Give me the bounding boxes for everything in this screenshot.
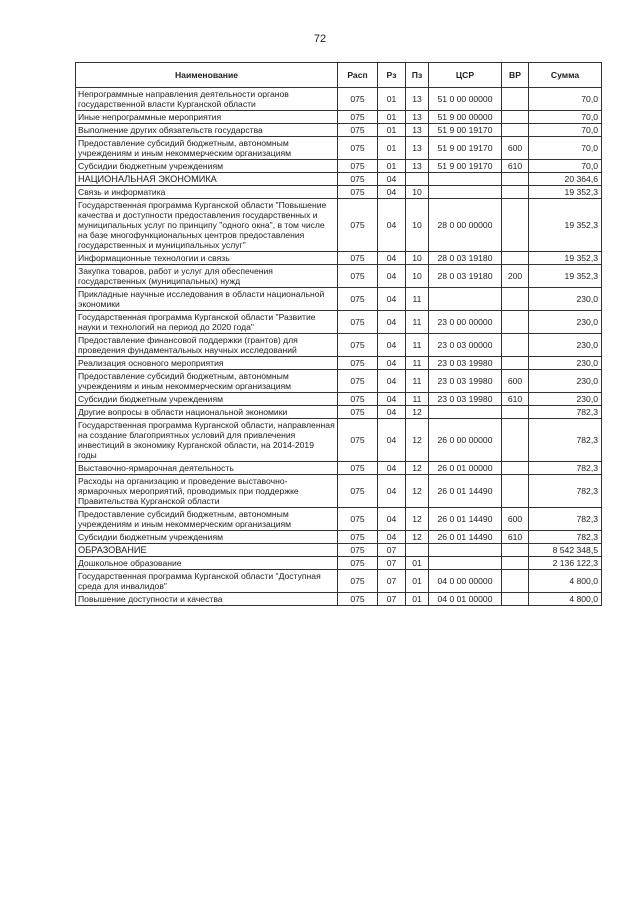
cell-rasp: 075 [338,173,378,186]
cell-vr: 600 [502,508,529,531]
cell-name: Повышение доступности и качества [76,593,338,606]
cell-name: Субсидии бюджетным учреждениям [76,531,338,544]
cell-vr [502,288,529,311]
cell-rz: 04 [378,173,406,186]
cell-csr [429,406,502,419]
cell-csr: 26 0 01 14490 [429,531,502,544]
cell-rasp: 075 [338,199,378,252]
cell-rasp: 075 [338,288,378,311]
cell-vr [502,124,529,137]
table-row [76,544,602,557]
table-row [76,419,602,462]
cell-pz: 13 [406,124,429,137]
cell-pz: 10 [406,186,429,199]
cell-csr [429,557,502,570]
table-row [76,334,602,357]
page-number: 72 [313,33,327,45]
cell-name: Выставочно-ярмарочная деятельность [76,462,338,475]
cell-name: Предоставление субсидий бюджетным, автономным учреждениям и иным некоммерческим организациям [76,137,338,160]
cell-sum: 19 352,3 [529,252,602,265]
cell-csr: 23 0 00 00000 [429,311,502,334]
cell-sum: 8 542 348,5 [529,544,602,557]
cell-sum: 70,0 [529,137,602,160]
cell-name: Государственная программа Курганской области "Повышение качества и доступности предоставления государственных и муниципальных услуг по принципу "одного окна", в том числе на базе многофункциональных центров предоставления государственных и муниципальных услуг" [76,199,338,252]
cell-pz: 01 [406,570,429,593]
cell-rasp: 075 [338,357,378,370]
cell-name: Иные непрограммные мероприятия [76,111,338,124]
table-row [76,160,602,173]
cell-rz: 01 [378,137,406,160]
cell-sum: 782,3 [529,419,602,462]
cell-vr [502,406,529,419]
cell-name: Государственная программа Курганской области "Доступная среда для инвалидов" [76,570,338,593]
cell-sum: 782,3 [529,475,602,508]
cell-vr [502,252,529,265]
cell-sum: 70,0 [529,111,602,124]
cell-rz: 01 [378,160,406,173]
cell-csr: 26 0 01 14490 [429,475,502,508]
cell-sum: 20 364,6 [529,173,602,186]
cell-rasp: 075 [338,252,378,265]
table-row [76,265,602,288]
table-body [76,88,602,606]
table-row [76,508,602,531]
cell-rz: 04 [378,475,406,508]
cell-csr: 23 0 03 00000 [429,334,502,357]
cell-rasp: 075 [338,508,378,531]
cell-sum: 230,0 [529,334,602,357]
cell-sum: 230,0 [529,393,602,406]
cell-rasp: 075 [338,186,378,199]
cell-csr: 51 9 00 00000 [429,111,502,124]
cell-rz: 04 [378,357,406,370]
cell-vr [502,334,529,357]
header-pz: Пз [406,63,429,88]
table-row [76,137,602,160]
cell-vr: 600 [502,137,529,160]
cell-rasp: 075 [338,124,378,137]
cell-rz: 07 [378,570,406,593]
table-row [76,173,602,186]
cell-sum: 782,3 [529,508,602,531]
table-row [76,124,602,137]
table-row [76,393,602,406]
cell-rasp: 075 [338,475,378,508]
cell-vr [502,173,529,186]
cell-vr [502,311,529,334]
cell-sum: 4 800,0 [529,570,602,593]
cell-name: Предоставление субсидий бюджетным, автономным учреждениям и иным некоммерческим организациям [76,370,338,393]
cell-rz: 04 [378,288,406,311]
cell-csr: 51 9 00 19170 [429,124,502,137]
table-row [76,252,602,265]
cell-csr [429,173,502,186]
cell-rasp: 075 [338,265,378,288]
cell-csr: 04 0 00 00000 [429,570,502,593]
cell-rz: 07 [378,557,406,570]
cell-rasp: 075 [338,111,378,124]
cell-name: Дошкольное образование [76,557,338,570]
cell-sum: 2 136 122,3 [529,557,602,570]
cell-csr: 26 0 01 00000 [429,462,502,475]
cell-rasp: 075 [338,462,378,475]
cell-csr [429,288,502,311]
cell-pz: 13 [406,88,429,111]
cell-vr [502,593,529,606]
cell-name: Расходы на организацию и проведение выставочно-ярмарочных мероприятий, проводимых при поддержке Правительства Курганской области [76,475,338,508]
cell-pz: 11 [406,311,429,334]
cell-csr: 04 0 01 00000 [429,593,502,606]
table-row [76,199,602,252]
cell-rz: 01 [378,88,406,111]
cell-rasp: 075 [338,544,378,557]
cell-pz: 11 [406,334,429,357]
cell-pz: 13 [406,137,429,160]
cell-pz: 12 [406,406,429,419]
cell-vr [502,462,529,475]
cell-rasp: 075 [338,419,378,462]
table-row [76,370,602,393]
cell-vr: 600 [502,370,529,393]
cell-rasp: 075 [338,160,378,173]
cell-rasp: 075 [338,393,378,406]
cell-pz: 10 [406,265,429,288]
cell-rz: 01 [378,124,406,137]
cell-rz: 07 [378,544,406,557]
cell-sum: 19 352,3 [529,265,602,288]
cell-pz: 11 [406,370,429,393]
cell-rasp: 075 [338,557,378,570]
header-sum: Сумма [529,63,602,88]
cell-vr [502,419,529,462]
cell-name: Государственная программа Курганской области, направленная на создание благоприятных условий для привлечения инвестиций в экономику Курганской области, на 2014-2019 годы [76,419,338,462]
cell-rasp: 075 [338,334,378,357]
cell-sum: 70,0 [529,88,602,111]
cell-csr: 26 0 01 14490 [429,508,502,531]
cell-csr: 26 0 00 00000 [429,419,502,462]
cell-vr [502,111,529,124]
table-row [76,311,602,334]
cell-rz: 04 [378,334,406,357]
cell-name: Закупка товаров, работ и услуг для обеспечения государственных (муниципальных) нужд [76,265,338,288]
table-row [76,570,602,593]
table-row [76,88,602,111]
cell-name: ОБРАЗОВАНИЕ [76,544,338,557]
header-rz: Рз [378,63,406,88]
cell-sum: 782,3 [529,531,602,544]
cell-pz: 01 [406,593,429,606]
table-row [76,357,602,370]
cell-name: Предоставление субсидий бюджетным, автономным учреждениям и иным некоммерческим организациям [76,508,338,531]
cell-vr [502,475,529,508]
cell-pz: 13 [406,160,429,173]
cell-rz: 04 [378,531,406,544]
cell-sum: 70,0 [529,124,602,137]
cell-pz [406,544,429,557]
cell-name: Государственная программа Курганской области "Развитие науки и технологий на период до 2020 года" [76,311,338,334]
cell-rz: 04 [378,508,406,531]
cell-vr: 610 [502,160,529,173]
cell-sum: 70,0 [529,160,602,173]
cell-csr: 28 0 00 00000 [429,199,502,252]
cell-rz: 04 [378,419,406,462]
cell-name: Прикладные научные исследования в области национальной экономики [76,288,338,311]
cell-name: Связь и информатика [76,186,338,199]
cell-sum: 4 800,0 [529,593,602,606]
table-row [76,475,602,508]
cell-csr: 28 0 03 19180 [429,252,502,265]
table-row [76,531,602,544]
cell-name: Предоставление финансовой поддержки (грантов) для проведения фундаментальных научных исследований [76,334,338,357]
cell-rasp: 075 [338,88,378,111]
cell-name: Субсидии бюджетным учреждениям [76,160,338,173]
cell-rasp: 075 [338,137,378,160]
cell-pz: 13 [406,111,429,124]
cell-pz: 12 [406,419,429,462]
cell-name: Информационные технологии и связь [76,252,338,265]
cell-sum: 230,0 [529,288,602,311]
cell-rz: 04 [378,370,406,393]
cell-sum: 19 352,3 [529,199,602,252]
cell-pz: 10 [406,199,429,252]
cell-rasp: 075 [338,311,378,334]
cell-name: Другие вопросы в области национальной экономики [76,406,338,419]
table-header-row [76,63,602,88]
cell-sum: 782,3 [529,462,602,475]
cell-rz: 04 [378,406,406,419]
cell-pz: 12 [406,462,429,475]
cell-vr: 200 [502,265,529,288]
cell-pz: 11 [406,288,429,311]
cell-vr [502,199,529,252]
budget-table [75,62,602,606]
cell-csr: 51 9 00 19170 [429,137,502,160]
header-rasp: Расп [338,63,378,88]
cell-rz: 04 [378,199,406,252]
cell-csr: 28 0 03 19180 [429,265,502,288]
cell-vr [502,570,529,593]
cell-name: Реализация основного мероприятия [76,357,338,370]
cell-rasp: 075 [338,406,378,419]
cell-vr [502,357,529,370]
table-row [76,406,602,419]
cell-csr: 51 0 00 00000 [429,88,502,111]
cell-pz: 01 [406,557,429,570]
cell-sum: 230,0 [529,357,602,370]
cell-csr: 51 9 00 19170 [429,160,502,173]
cell-sum: 782,3 [529,406,602,419]
cell-pz: 10 [406,252,429,265]
cell-rasp: 075 [338,531,378,544]
cell-csr [429,544,502,557]
cell-rz: 04 [378,393,406,406]
cell-pz: 12 [406,531,429,544]
cell-vr [502,186,529,199]
table-row [76,557,602,570]
cell-rz: 04 [378,186,406,199]
cell-csr [429,186,502,199]
table-row [76,462,602,475]
cell-pz: 11 [406,357,429,370]
cell-csr: 23 0 03 19980 [429,370,502,393]
cell-vr: 610 [502,531,529,544]
cell-rz: 04 [378,311,406,334]
cell-rz: 04 [378,265,406,288]
cell-rz: 04 [378,252,406,265]
cell-name: НАЦИОНАЛЬНАЯ ЭКОНОМИКА [76,173,338,186]
cell-csr: 23 0 03 19980 [429,357,502,370]
cell-name: Субсидии бюджетным учреждениям [76,393,338,406]
cell-sum: 230,0 [529,370,602,393]
cell-sum: 19 352,3 [529,186,602,199]
header-vr: ВР [502,63,529,88]
cell-vr: 610 [502,393,529,406]
cell-sum: 230,0 [529,311,602,334]
cell-pz: 12 [406,475,429,508]
cell-rasp: 075 [338,570,378,593]
cell-vr [502,544,529,557]
table-row [76,288,602,311]
cell-rasp: 075 [338,370,378,393]
table-row [76,111,602,124]
table-row [76,593,602,606]
table-row [76,186,602,199]
cell-csr: 23 0 03 19980 [429,393,502,406]
cell-name: Выполнение других обязательств государства [76,124,338,137]
cell-pz: 12 [406,508,429,531]
cell-rz: 07 [378,593,406,606]
cell-rasp: 075 [338,593,378,606]
cell-rz: 04 [378,462,406,475]
cell-name: Непрограммные направления деятельности органов государственной власти Курганской области [76,88,338,111]
header-csr: ЦСР [429,63,502,88]
cell-vr [502,557,529,570]
cell-pz [406,173,429,186]
header-name: Наименование [76,63,338,88]
cell-pz: 11 [406,393,429,406]
cell-vr [502,88,529,111]
cell-rz: 01 [378,111,406,124]
